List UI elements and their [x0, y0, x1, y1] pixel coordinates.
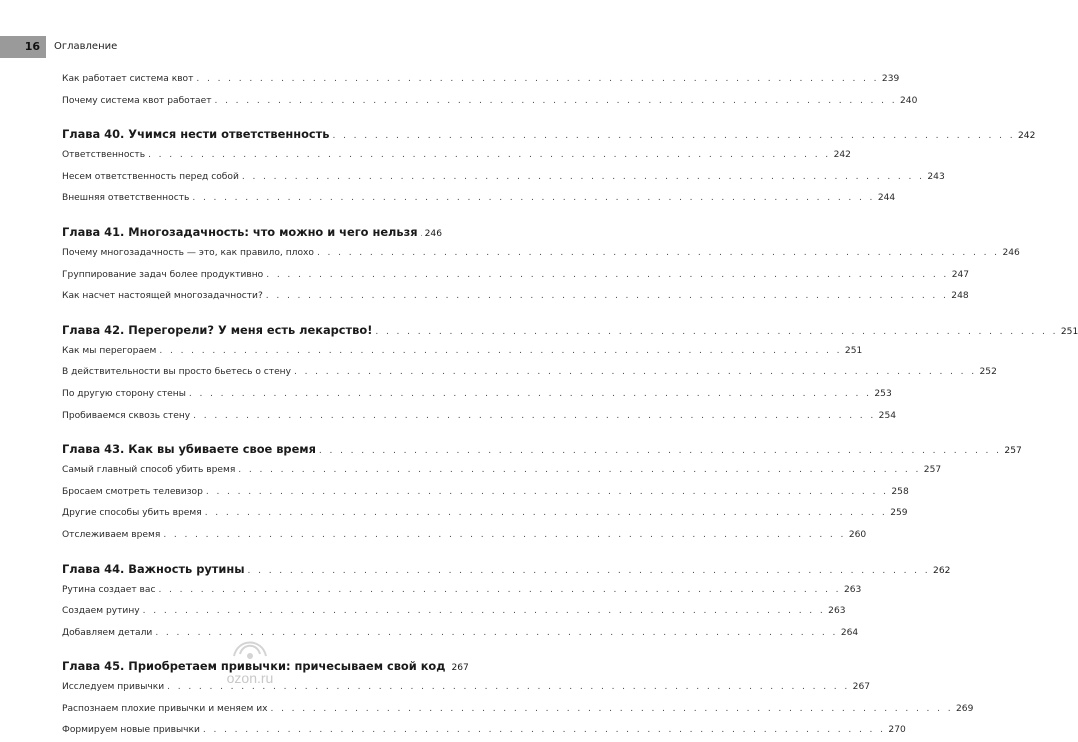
dot-leader: . . . . . . . . . . . . . . . . . . . . . . . . . . . . . . . . . . . . . . . . . . . . . . . . . . . . . . . . . . . . . . . . . [205, 486, 889, 497]
toc-entry-title: Создаем рутину [62, 606, 140, 617]
toc-section-entry [62, 362, 997, 384]
toc-entry-title: Как насчет настоящей многозадачности? [62, 291, 263, 302]
toc-section-entry [62, 580, 862, 602]
watermark [200, 630, 300, 690]
dot-leader: . . . . . . . . . . . . . . . . . . . . . . . . . . . . . . . . . . . . . . . . . . . . . . . . . . . . . . . . . . . . . . . . . [270, 703, 954, 714]
ozon-logo-icon [228, 630, 272, 670]
toc-entry-title: Исследуем привычки [62, 682, 165, 693]
toc-entry-title: Несем ответственность перед собой [62, 171, 239, 182]
dot-leader: . . . . . . . . . . . . . . . . . . . . . . . . . . . . . . . . . . . . . . . . . . . . . . . . . . . . . . . . . . . . . . . . . [265, 291, 949, 302]
toc-entry-page: 257 [923, 465, 942, 476]
toc-section-entry [62, 384, 892, 406]
dot-leader: . . . . . . . . . . . . . . . . . . . . . . . . . . . . . . . . . . . . . . . . . . . . . . . . . . . . . . . . . . . . . . . . . [148, 150, 831, 161]
toc-chapter-entry [62, 320, 1078, 341]
toc-entry-title: Как работает система квот [62, 74, 194, 84]
dot-leader: . . . . . . . . . . . . . . . . . . . . . . . . . . . . . . . . . . . . . . . . . . . . . . . . . . . . . . . . . . . . . . . . . [155, 627, 838, 638]
toc-entry-title: Глава 41. Многозадачность: что можно и чего нельзя [62, 224, 418, 239]
toc-chapter-entry [62, 222, 442, 243]
toc-entry-page: 240 [900, 95, 918, 106]
toc-section-entry [62, 69, 900, 91]
toc-section-entry [62, 720, 906, 742]
toc-entry-page: 263 [828, 606, 846, 617]
toc-entry-page: 254 [878, 410, 897, 421]
toc-chapter-entry [62, 124, 1036, 145]
toc-section-entry [62, 525, 867, 547]
dot-leader: . . . . . . . . . . . . . . . . . . . . . . . . . . . . . . . . . . . . . . . . . . . . . . . . . . . . . . . . . . . . . . . . . [375, 326, 1058, 337]
toc-entry-title: Как мы перегораем [62, 345, 157, 356]
toc-section-entry [62, 460, 942, 482]
dot-leader: . . . . . . . . . . . . . . . . . . . . . . . . . . . . . . . . . . . . . . . . . . . . . . . . . . . . . . . . . . . . . . . . . [188, 388, 872, 399]
dot-leader: . . . . . . . . . . . . . . . . . . . . . . . . . . . . . . . . . . . . . . . . . . . . . . . . . . . . . . . . . . . . . . . . . [214, 95, 898, 106]
toc-entry-title: Почему система квот работает [62, 95, 212, 106]
toc-entry-page: 242 [1018, 131, 1036, 142]
dot-leader: . . . . . . . . . . . . . . . . . . . . . . . . . . . . . . . . . . . . . . . . . . . . . . . . . . . . . . . . . . . . . . . . . [318, 446, 1002, 457]
toc-section-entry [62, 341, 863, 363]
dot-leader: . . . . . . . . . . . . . . . . . . . . . . . . . . . . . . . . . . . . . . . . . . . . . . . . . . . . . . . . . . . . . . . . . [238, 465, 921, 476]
toc-entry-title: Формируем новые привычки [62, 725, 200, 736]
dot-leader: . . . . . . . . . . . . . . . . . . . . . . . . . . . . . . . . . . . . . . . . . . . . . . . . . . . . . . . . . . . . . . . . . [247, 565, 931, 576]
dot-leader: . . . . . . . . . . . . . . . . . . . . . . . . . . . . . . . . . . . . . . . . . . . . . . . . . . . . . . . . . . . . . . . . . [294, 367, 977, 378]
toc-entry-page: 260 [848, 529, 867, 540]
dot-leader: . . . . . . . . . . . . . . . . . . . . . . . . . . . . . . . . . . . . . . . . . . . . . . . . . . . . . . . . . . . . . . . . . [163, 529, 846, 540]
dot-leader: . . . . . . . . . . . . . . . . . . . . . . . . . . . . . . . . . . . . . . . . . . . . . . . . . . . . . . . . . . . . . . . . . [204, 508, 888, 519]
toc-entry-title: Глава 43. Как вы убиваете свое время [62, 442, 316, 457]
toc-entry-page: 246 [424, 228, 442, 239]
toc-section-entry [62, 243, 1020, 265]
toc-entry-page: 267 [852, 682, 871, 693]
toc-entry-title: Почему многозадачность — это, как правило, плохо [62, 247, 314, 258]
toc-section-entry [62, 286, 969, 308]
toc-entry-page: 257 [1004, 446, 1022, 457]
toc-section-entry [62, 145, 851, 167]
dot-leader: . . . . . . . . . . . . . . . . . . . . . . . . . . . . . . . . . . . . . . . . . . . . . . . . . . . . . . . . . . . . . . . . . [192, 193, 875, 204]
section-name: Оглавление [54, 41, 118, 52]
toc-entry-page: 244 [877, 193, 896, 204]
toc-entry-page: 251 [1060, 326, 1078, 337]
page-number: 16 [0, 36, 46, 58]
toc-entry-page: 239 [881, 74, 900, 84]
toc-entry-title: Добавляем детали [62, 627, 153, 638]
toc-entry-title: Глава 44. Важность рутины [62, 561, 245, 576]
toc-entry-title: Глава 42. Перегорели? У меня есть лекарство! [62, 322, 373, 337]
toc-entry-page: 247 [951, 269, 970, 280]
toc-section-entry [62, 167, 945, 189]
toc-entry-page: 251 [844, 345, 863, 356]
toc-entry-title: Глава 40. Учимся нести ответственность [62, 127, 330, 142]
dot-leader: . . . . . . . . . . . . . . . . . . . . . . . . . . . . . . . . . . . . . . . . . . . . . . . . . . . . . . . . . . . . . . . . . [167, 682, 850, 693]
dot-leader: . . . . . . . . . . . . . . . . . . . . . . . . . . . . . . . . . . . . . . . . . . . . . . . . . . . . . . . . . . . . . . . . . [196, 74, 879, 84]
toc-entry-page: 248 [951, 291, 969, 302]
dot-leader: . . . . . . . . . . . . . . . . . . . . . . . . . . . . . . . . . . . . . . . . . . . . . . . . . . . . . . . . . . . . . . . . . [332, 131, 1015, 142]
toc-entry-page: 242 [833, 150, 851, 161]
toc-section-entry [62, 406, 897, 428]
toc-entry-page: 259 [890, 508, 908, 519]
toc-entry-page: 243 [927, 171, 945, 182]
toc-section-entry [62, 503, 908, 525]
toc-entry-page: 258 [891, 486, 909, 497]
page-header [0, 36, 495, 58]
dot-leader: . . . . . . . . . . . . . . . . . . . . . . . . . . . . . . . . . . . . . . . . . . . . . . . . . . . . . . . . . . . . . . . . . [193, 410, 876, 421]
toc-entry-title: Отслеживаем время [62, 529, 161, 540]
toc-entry-page: 262 [933, 565, 951, 576]
toc-entry-title: Самый главный способ убить время [62, 465, 236, 476]
toc-entry-title: Группирование задач более продуктивно [62, 269, 264, 280]
toc-entry-page: 252 [979, 367, 997, 378]
toc-entry-title: Внешняя ответственность [62, 193, 190, 204]
dot-leader [421, 224, 422, 245]
dot-leader: . . . . . . . . . . . . . . . . . . . . . . . . . . . . . . . . . . . . . . . . . . . . . . . . . . . . . . . . . . . . . . . . . [266, 269, 949, 280]
dot-leader: . . . . . . . . . . . . . . . . . . . . . . . . . . . . . . . . . . . . . . . . . . . . . . . . . . . . . . . . . . . . . . . . . [241, 171, 925, 182]
toc-entry-page: 270 [888, 725, 906, 736]
dot-leader: . . . . . . . . . . . . . . . . . . . . . . . . . . . . . . . . . . . . . . . . . . . . . . . . . . . . . . . . . . . . . . . . . [158, 584, 841, 595]
toc-entry-title: Пробиваемся сквозь стену [62, 410, 191, 421]
toc-entry-title: В действительности вы просто бьетесь о стену [62, 367, 291, 378]
dot-leader: . . . . . . . . . . . . . . . . . . . . . . . . . . . . . . . . . . . . . . . . . . . . . . . . . . . . . . . . . . . . . . . . . [159, 345, 842, 356]
toc-entry-title: Распознаем плохие привычки и меняем их [62, 703, 268, 714]
toc-entry-title: Глава 45. Приобретаем привычки: причесываем свой код [62, 659, 446, 674]
dot-leader: . . . . . . . . . . . . . . . . . . . . . . . . . . . . . . . . . . . . . . . . . . . . . . . . . . . . . . . . . . . . . . . . . [316, 247, 1000, 258]
dot-leader: . . . . . . . . . . . . . . . . . . . . . . . . . . . . . . . . . . . . . . . . . . . . . . . . . . . . . . . . . . . . . . . . . [142, 606, 826, 617]
toc-section-entry [62, 91, 918, 113]
toc-entry-title: Другие способы убить время [62, 508, 202, 519]
toc-entry-page: 269 [956, 703, 974, 714]
toc-section-entry [62, 699, 974, 721]
dot-leader: . . . . . . . . . . . . . . . . . . . . . . . . . . . . . . . . . . . . . . . . . . . . . . . . . . . . . . . . . . . . . . . . . [202, 725, 886, 736]
toc-entry-page: 253 [874, 388, 892, 399]
toc-chapter-entry [62, 559, 951, 580]
toc-section-entry [62, 265, 970, 287]
toc-entry-page: 263 [843, 584, 862, 595]
toc-chapter-entry [62, 439, 1022, 460]
toc-section-entry [62, 601, 846, 623]
toc-entry-page: 246 [1002, 247, 1020, 258]
toc-entry-page: 267 [451, 663, 469, 674]
toc-entry-title: Рутина создает вас [62, 584, 156, 595]
toc-entry-title: По другую сторону стены [62, 388, 186, 399]
watermark-text: ozon.ru [226, 670, 274, 686]
toc-entry-page: 264 [840, 627, 859, 638]
toc-entry-title: Бросаем смотреть телевизор [62, 486, 203, 497]
toc-entry-title: Ответственность [62, 150, 146, 161]
toc-section-entry [62, 188, 896, 210]
toc-section-entry [62, 482, 909, 504]
